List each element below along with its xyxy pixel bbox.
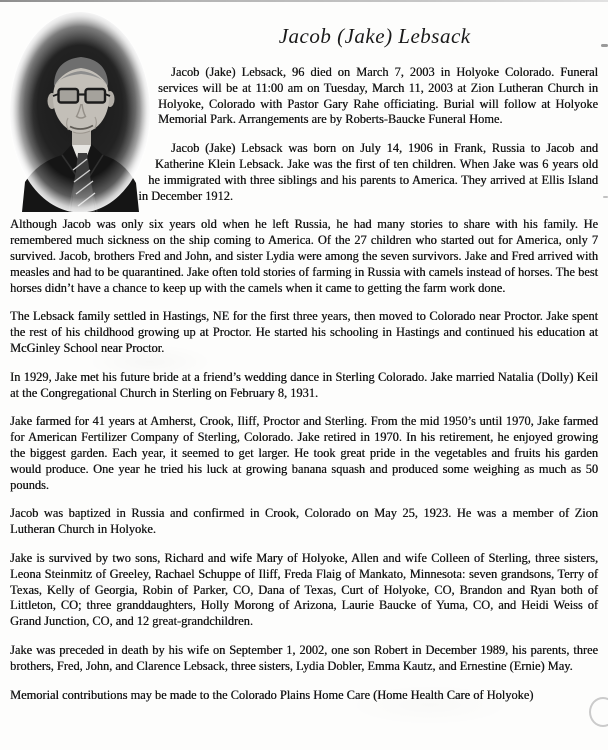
- obituary-paragraph-survivors: Jake is survived by two sons, Richard and wife Mary of Holyoke, Allen and wife Colleen of Sterling, three sisters, Leona Steinmitz of Greeley, Rachael Schuppe of Iliff, Freda Flaig of Mankato, Minnesota: seven grandsons, Terry of Texas, Kelly of Georgia, Robin of Parker, CO, Dana of Texas, Curt of Holyoke, CO, Brandon and Ryan both of Littleton, CO; three granddaughters, Holly Morong of Arizona, Laurie Baucke of Yuma, CO, and Heidi Weiss of Grand Junction, CO, and 12 great-grandchildren.: [10, 550, 598, 629]
- obituary-paragraph-marriage: In 1929, Jake met his future bride at a friend’s wedding dance in Sterling Colorado. Jake married Natalia (Dolly) Keil at the Congregational Church in Sterling on February 8, 1931.: [10, 369, 598, 400]
- portrait-photo-illustration: [10, 12, 150, 212]
- obituary-paragraph-memorial: Memorial contributions may be made to the Colorado Plains Home Care (Home Health Care of Holyoke): [10, 687, 534, 702]
- portrait-photo: [10, 12, 150, 212]
- scan-artifact-corner-arc: [589, 697, 608, 727]
- obituary-paragraph-farming: Jake farmed for 41 years at Amherst, Crook, Iliff, Proctor and Sterling. From the mid 1950’s until 1970, Jake farmed for American Fertilizer Company of Sterling, Colorado. Jake retired in 1970. In his retirement, he enjoyed growing the biggest garden. Each year, it seemed to get larger. He took great pride in the vegetables and fruits his garden would produce. One year he tried his luck at growing banana squash and produced some weighing as much as 50 pounds.: [10, 414, 598, 492]
- obituary-paragraph-baptism: Jacob was baptized in Russia and confirmed in Crook, Colorado on May 25, 1923. He was a member of Zion Lutheran Church in Holyoke.: [10, 506, 598, 537]
- obituary-paragraph-settled: The Lebsack family settled in Hastings, NE for the first three years, then moved to Colorado near Proctor. Jake spent the rest of his childhood growing up at Proctor. He started his schooling in Hastings and continued his education at McGinley School near Proctor.: [10, 309, 598, 355]
- scan-artifact-speck: [601, 44, 608, 47]
- scan-artifact-top-line: [0, 0, 608, 2]
- obituary-paragraph-preceded: Jake was preceded in death by his wife on September 1, 2002, one son Robert in December 1989, his parents, three brothers, Fred, John, and Clarence Lebsack, three sisters, Lydia Dobler, Emma Kautz, and Ernestine (Ernie) May.: [10, 642, 598, 673]
- page-title: Jacob (Jake) Lebsack: [278, 24, 471, 48]
- obituary-paragraph-funeral: Jacob (Jake) Lebsack, 96 died on March 7, 2003 in Holyoke Colorado. Funeral services will be at 11:00 am on Tuesday, March 11, 2003 at Zion Lutheran Church in Holyoke, Colorado with Pastor Gary Rahe officiating. Burial will follow at Holyoke Memorial Park. Arrangements are by Roberts-Baucke Funeral Home.: [158, 65, 598, 127]
- obituary-paragraph-birth: Jacob (Jake) Lebsack was born on July 14, 1906 in Frank, Russia to Jacob and Katherine Klein Lebsack. Jake was the first of ten children. When Jake was 6 years old he immigrated with three siblings and his parents to America. They arrived at Ellis Island in December 1912.: [138, 141, 598, 203]
- scan-artifact-speck: [603, 196, 608, 198]
- obituary-paragraph-russia-stories: Although Jacob was only six years old when he left Russia, he had many stories to share with his family. He remembered much sickness on the ship coming to America. Of the 27 children who started out for America, only 7 survived. Jacob, brothers Fred and John, and sister Lydia were among the seven survivors. Jake and Fred arrived with measles and had to be quarantined. Jake often told stories of farming in Russia with camels instead of horses. The best horses didn’t have a chance to keep up with the camels when it came to getting the farm work done.: [10, 217, 598, 295]
